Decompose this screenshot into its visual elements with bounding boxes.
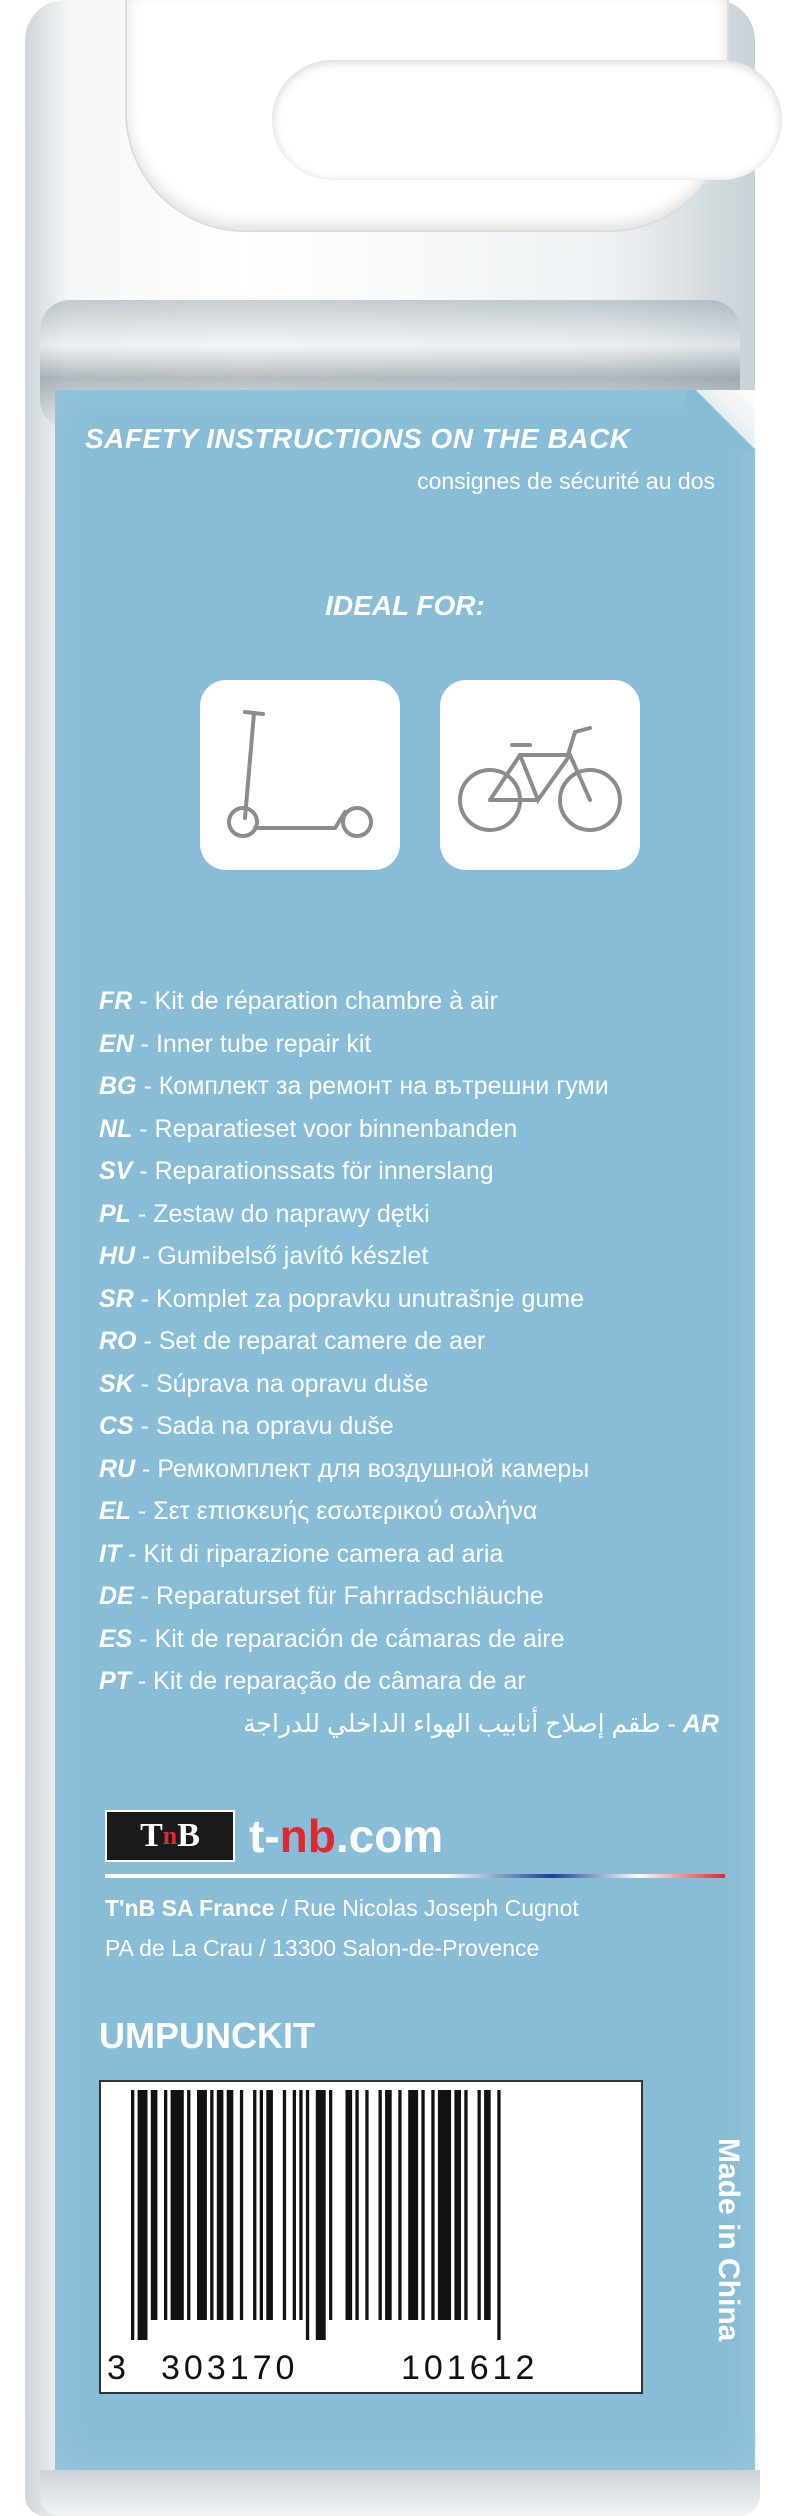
- tnb-logo: T n B: [105, 1810, 235, 1862]
- barcode-bar: [398, 2090, 401, 2320]
- hang-tab: [125, 0, 729, 232]
- barcode-bars: [101, 2090, 641, 2340]
- language-row-sr: SR - Komplet za popravku unutrašnje gume: [99, 1284, 584, 1313]
- website-url: t-nb.com: [249, 1810, 444, 1862]
- address-line-1: T'nB SA France / Rue Nicolas Joseph Cugnot: [105, 1895, 579, 1921]
- barcode-bar: [171, 2090, 184, 2320]
- scooter-icon: [215, 700, 385, 850]
- barcode-group-2: 101612: [401, 2349, 539, 2387]
- brand-row: [105, 1810, 443, 1862]
- barcode-bar: [408, 2090, 418, 2320]
- language-row-de: DE - Reparaturset für Fahrradschläuche: [99, 1582, 544, 1610]
- barcode-bar: [478, 2090, 481, 2320]
- language-row-ru: RU - Ремкомплект для воздушной камеры: [99, 1454, 590, 1483]
- language-row-en: EN - Inner tube repair kit: [99, 1029, 372, 1058]
- language-row-pt: PT - Kit de reparação de câmara de ar: [99, 1667, 526, 1695]
- barcode-bar: [197, 2090, 207, 2320]
- barcode-first-digit: 3: [107, 2349, 126, 2387]
- barcode-bar: [210, 2090, 213, 2320]
- barcode-bar: [253, 2090, 256, 2320]
- barcode: [99, 2080, 643, 2394]
- hang-hole: [272, 60, 782, 180]
- barcode-bar: [306, 2090, 309, 2340]
- language-row-ar: طقم إصلاح أنابيب الهواء الداخلي للدراجة - AR: [243, 1709, 719, 1738]
- product-card: [55, 390, 755, 2470]
- ideal-for-label: IDEAL FOR:: [325, 590, 485, 621]
- language-list: [99, 980, 739, 1745]
- barcode-bar: [464, 2090, 467, 2320]
- barcode-bar: [187, 2090, 190, 2320]
- barcode-bar: [346, 2090, 353, 2320]
- language-row-it: IT - Kit di riparazione camera ad aria: [99, 1539, 504, 1568]
- barcode-bar: [431, 2090, 434, 2320]
- barcode-bar: [385, 2090, 392, 2320]
- language-row-ro: RO - Set de reparat camere de aer: [99, 1327, 486, 1355]
- barcode-bar: [266, 2090, 273, 2320]
- tricolor-line: [105, 1874, 725, 1878]
- language-row-hu: HU - Gumibelső javító készlet: [99, 1242, 429, 1270]
- language-row-cs: CS - Sada na opravu duše: [99, 1412, 394, 1440]
- barcode-bar: [227, 2090, 234, 2320]
- barcode-bar: [240, 2090, 243, 2320]
- barcode-bar: [260, 2090, 263, 2320]
- barcode-bar: [329, 2090, 332, 2320]
- language-row-fr: FR - Kit de réparation chambre à air: [99, 987, 498, 1015]
- barcode-bar: [217, 2090, 224, 2320]
- barcode-bar: [484, 2090, 491, 2320]
- barcode-bar: [316, 2090, 326, 2340]
- language-row-nl: NL - Reparatieset voor binnenbanden: [99, 1114, 518, 1143]
- barcode-bar: [379, 2090, 382, 2320]
- address-line-2: PA de La Crau / 13300 Salon-de-Provence: [105, 1935, 540, 1961]
- bicycle-icon: [450, 710, 630, 840]
- barcode-bar: [138, 2090, 148, 2340]
- barcode-bar: [365, 2090, 368, 2320]
- language-row-es: ES - Kit de reparación de cámaras de aire: [99, 1624, 565, 1653]
- barcode-bar: [283, 2090, 286, 2320]
- barcode-group-1: 303170: [161, 2349, 299, 2387]
- barcode-bar: [355, 2090, 358, 2320]
- language-row-pl: PL - Zestaw do naprawy dętki: [99, 1199, 430, 1228]
- product-sku: UMPUNCKIT: [99, 2015, 315, 2056]
- card-corner-fold: [685, 390, 755, 450]
- barcode-bar: [421, 2090, 424, 2320]
- barcode-bar: [151, 2090, 158, 2320]
- barcode-bar: [131, 2090, 134, 2340]
- blister-bottom-edge: [40, 2470, 760, 2516]
- safety-headline: SAFETY INSTRUCTIONS ON THE BACK: [85, 423, 631, 454]
- made-in-label: Made in China: [712, 2138, 745, 2342]
- barcode-bar: [454, 2090, 461, 2320]
- barcode-bar: [497, 2090, 500, 2340]
- safety-subheadline: consignes de sécurité au dos: [417, 468, 715, 494]
- barcode-bar: [164, 2090, 167, 2320]
- barcode-bar: [299, 2090, 302, 2320]
- language-row-bg: BG - Комплект за ремонт на вътрешни гуми: [99, 1072, 609, 1100]
- language-row-sk: SK - Súprava na opravu duše: [99, 1369, 429, 1398]
- barcode-bar: [438, 2090, 451, 2320]
- bicycle-tile: [440, 680, 640, 870]
- language-row-sv: SV - Reparationssats för innerslang: [99, 1157, 494, 1185]
- scooter-tile: [200, 680, 400, 870]
- barcode-digits: [101, 2338, 641, 2388]
- language-row-el: EL - Σετ επισκευής εσωτερικού σωλήνα: [99, 1497, 538, 1525]
- barcode-bar: [293, 2090, 296, 2320]
